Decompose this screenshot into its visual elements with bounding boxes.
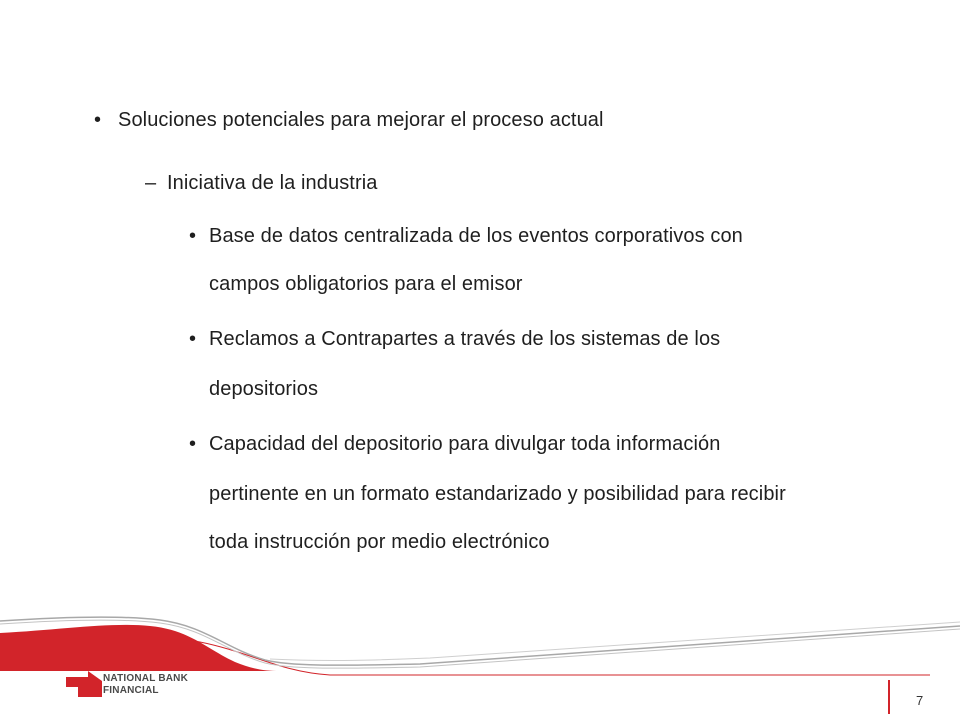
dash-marker: – bbox=[145, 172, 157, 194]
bullet-level2-text: Iniciativa de la industria bbox=[167, 172, 378, 194]
bullet-level3-text: campos obligatorios para el emisor bbox=[209, 273, 523, 295]
bullet-marker: • bbox=[189, 328, 197, 350]
bullet-level3-text: Capacidad del depositorio para divulgar toda información bbox=[209, 433, 721, 455]
brand-logo-icon bbox=[66, 671, 102, 697]
page-number-divider bbox=[888, 680, 890, 714]
bullet-level3-text: Reclamos a Contrapartes a través de los sistemas de los bbox=[209, 328, 721, 350]
brand-logo bbox=[62, 668, 212, 700]
red-swoosh-shape bbox=[0, 625, 280, 671]
page-number: 7 bbox=[916, 693, 924, 708]
logo-line2: FINANCIAL bbox=[103, 685, 159, 696]
bullet-level3-text: pertinente en un formato estandarizado y posibilidad para recibir bbox=[209, 483, 786, 505]
bullet-marker: • bbox=[94, 109, 102, 131]
bullet-marker: • bbox=[189, 433, 197, 455]
gray-swoosh-line-3 bbox=[270, 622, 960, 661]
bullet-level3-text: Base de datos centralizada de los eventos corporativos con bbox=[209, 225, 743, 247]
logo-line1: NATIONAL BANK bbox=[103, 673, 189, 684]
bullet-level3-text: toda instrucción por medio electrónico bbox=[209, 531, 550, 553]
bullet-level1-text: Soluciones potenciales para mejorar el proceso actual bbox=[118, 109, 604, 131]
bullet-level3-text: depositorios bbox=[209, 378, 319, 400]
bullet-marker: • bbox=[189, 225, 197, 247]
